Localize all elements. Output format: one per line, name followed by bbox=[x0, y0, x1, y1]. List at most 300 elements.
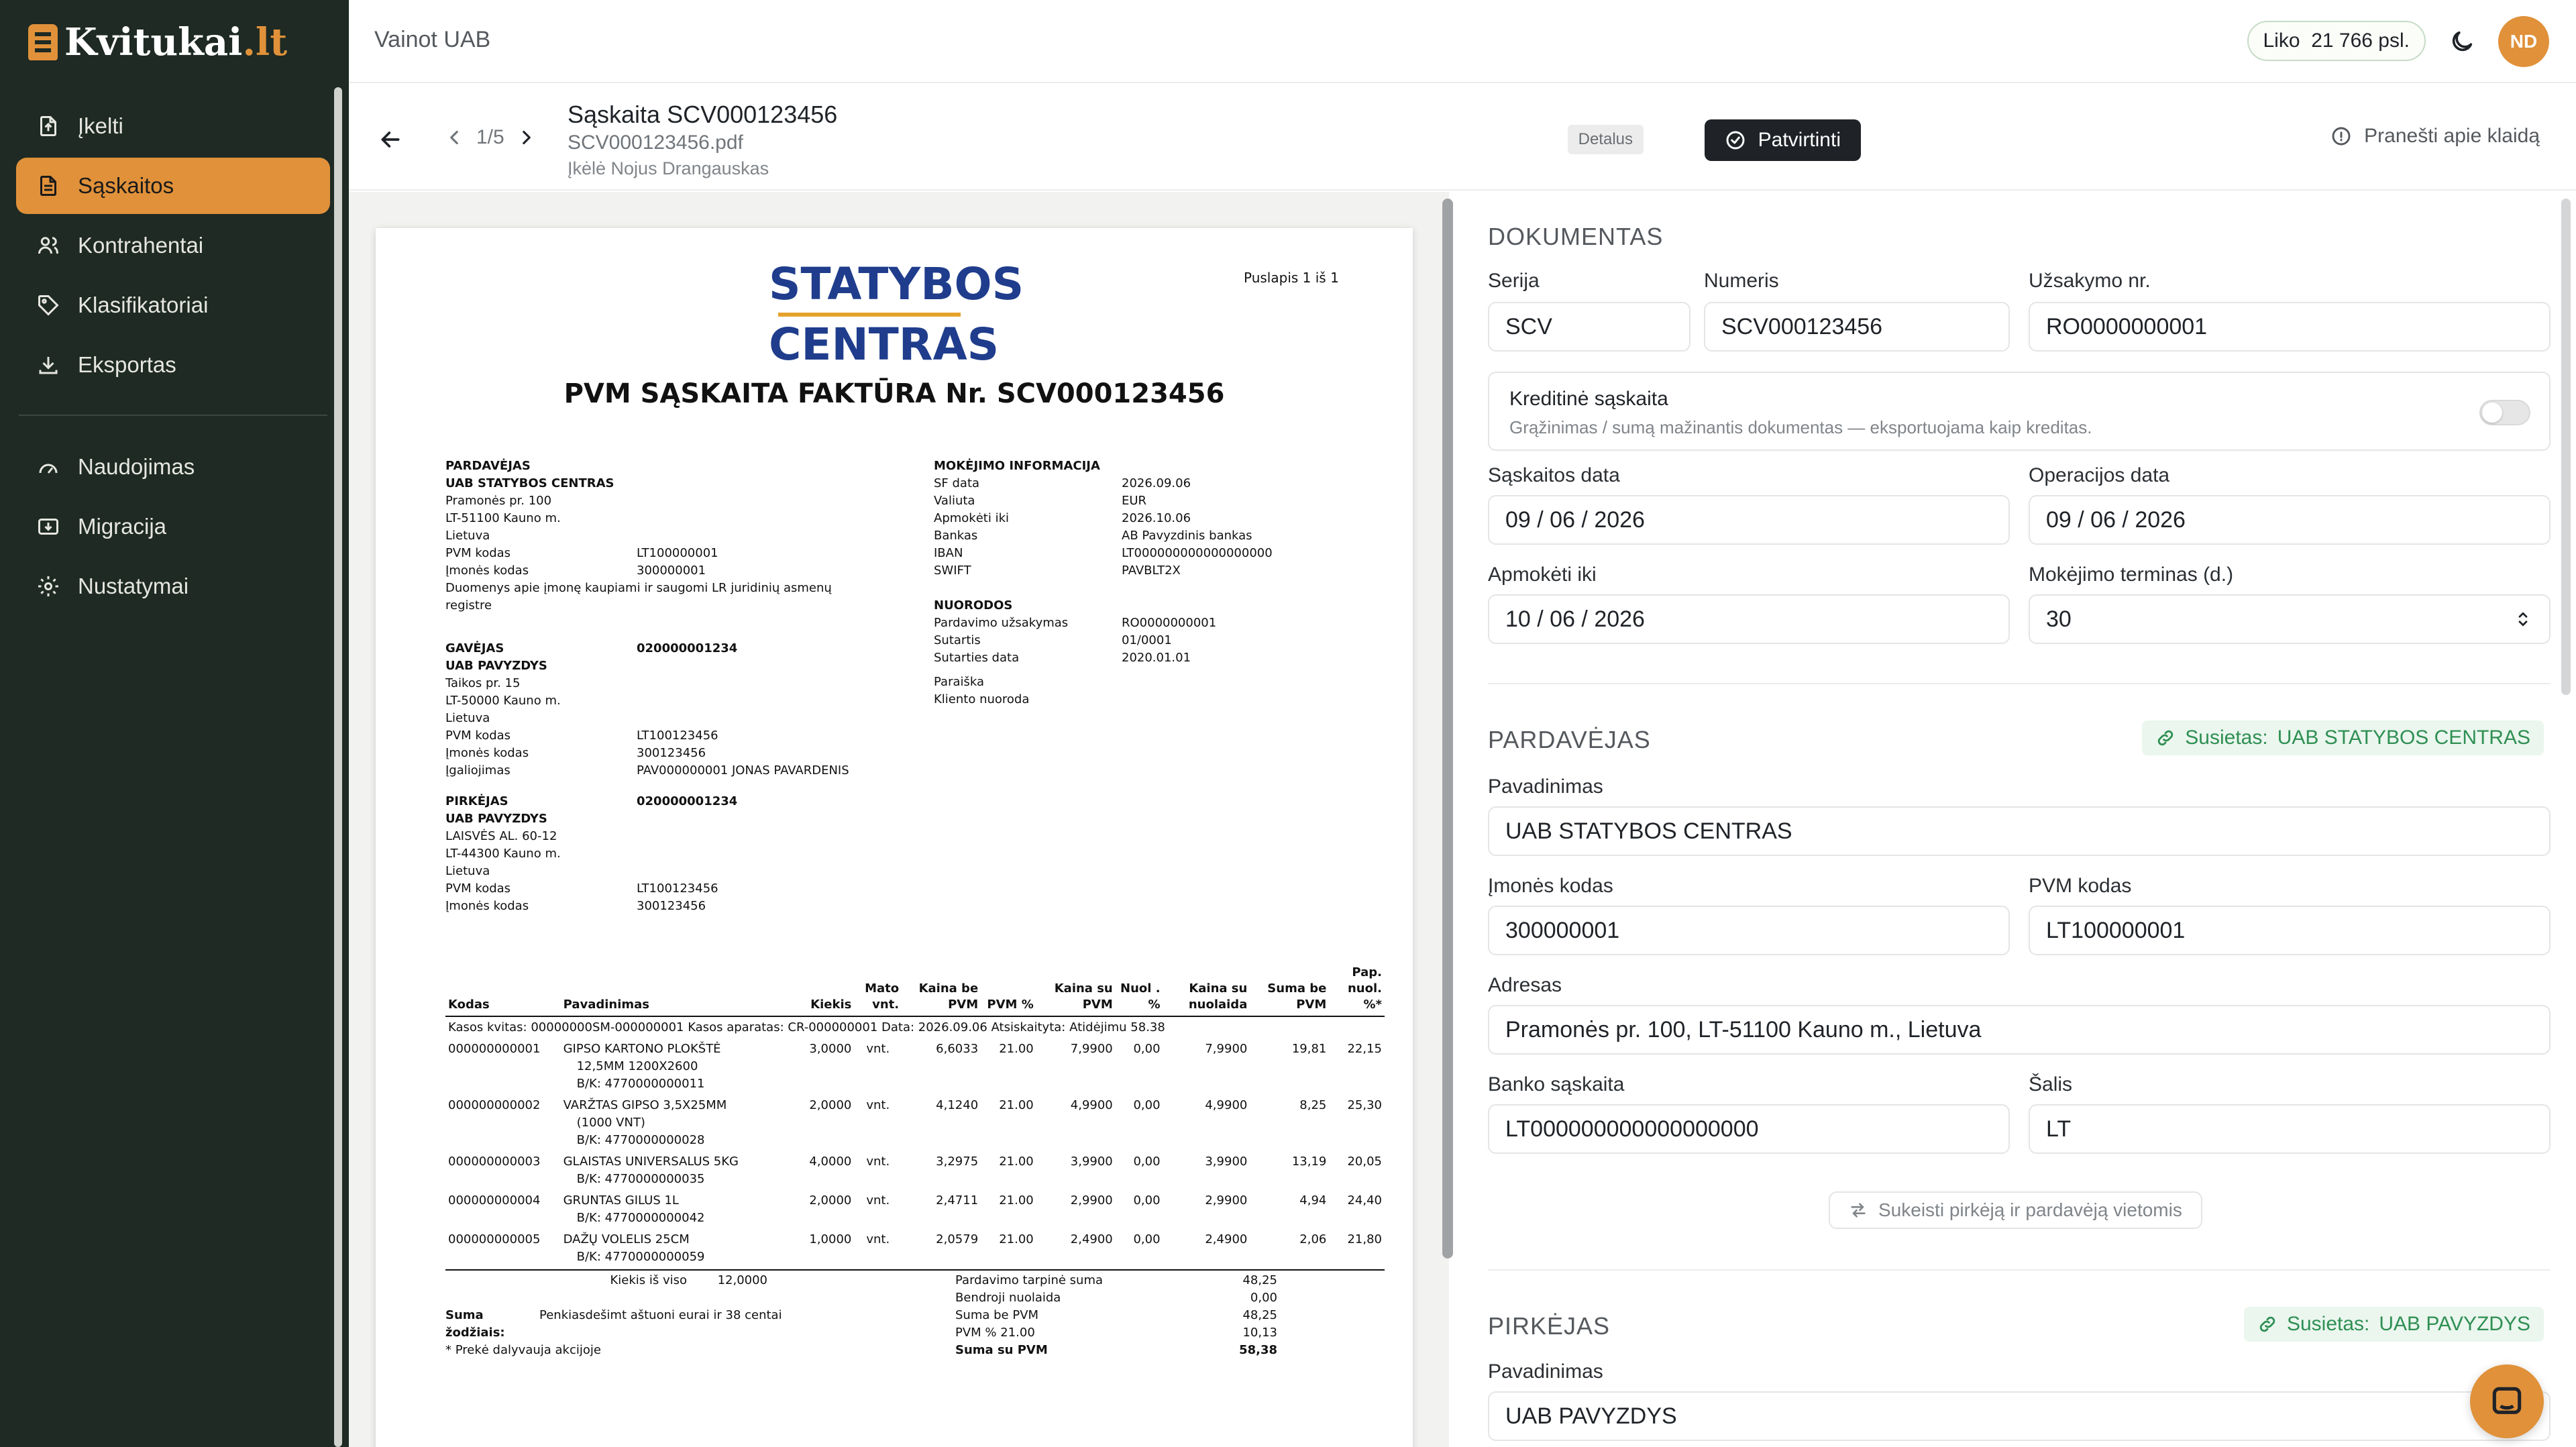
detail-badge: Detalus bbox=[1568, 125, 1644, 154]
invoice-date-input[interactable]: 09 / 06 / 2026 bbox=[1488, 495, 2010, 545]
receipt-logo-icon bbox=[28, 24, 58, 60]
table-row bbox=[445, 1095, 1385, 1151]
table-row bbox=[445, 1038, 1385, 1095]
table-row bbox=[445, 1151, 1385, 1190]
receiver-number: 020000001234 bbox=[637, 641, 738, 655]
item-name bbox=[561, 1151, 798, 1190]
words-value: Penkiasdešimt aštuoni eurai ir 38 centai bbox=[539, 1308, 782, 1322]
item-name-line: GLAISTAS UNIVERSALUS 5KG bbox=[563, 1155, 739, 1169]
promo-note: * Prekė dalyvauja akcijoje bbox=[445, 1343, 601, 1357]
buyer-vat: LT100123456 bbox=[637, 881, 718, 896]
payment-term-label: Mokėjimo terminas (d.) bbox=[2029, 564, 2234, 586]
items-header-cell: Kiekis bbox=[798, 963, 855, 1016]
items-header-cell: Mato vnt. bbox=[854, 963, 902, 1016]
sidebar-item-label: Įkelti bbox=[78, 113, 123, 138]
seller-note-2: registre bbox=[445, 598, 492, 612]
totals-right bbox=[955, 1272, 1304, 1359]
seller-bank-input[interactable]: LT000000000000000000 bbox=[1488, 1104, 2010, 1154]
seller-city: LT-51100 Kauno m. bbox=[445, 511, 561, 525]
sidebar-item-label: Nustatymai bbox=[78, 574, 189, 598]
table-row bbox=[445, 1229, 1385, 1268]
confirm-button[interactable] bbox=[1705, 119, 1861, 161]
item-vat: 21.00 bbox=[999, 1098, 1034, 1112]
sidebar-item-upload[interactable] bbox=[16, 98, 330, 154]
link-icon bbox=[2155, 728, 2176, 748]
users-icon bbox=[36, 233, 60, 258]
item-price: 2,0579 bbox=[936, 1232, 979, 1246]
receiver-vat: LT100123456 bbox=[637, 729, 718, 743]
seller-code-label: Įmonės kodas bbox=[445, 564, 529, 578]
receiver-city: LT-50000 Kauno m. bbox=[445, 694, 561, 708]
item-name-line: VARŽTAS GIPSO 3,5X25MM bbox=[563, 1098, 727, 1112]
item-extra-discount: 24,40 bbox=[1347, 1193, 1382, 1208]
ref-row bbox=[934, 632, 1377, 649]
seller-header: PARDAVĖJAS bbox=[445, 459, 531, 473]
totals-row bbox=[955, 1324, 1304, 1342]
avatar[interactable]: ND bbox=[2498, 16, 2549, 67]
items-header-cell: Kaina su PVM bbox=[1036, 963, 1116, 1016]
invoice-title: PVM SĄSKAITA FAKTŪRA Nr. SCV000123456 bbox=[564, 378, 1225, 409]
section-divider bbox=[1488, 683, 2551, 684]
pdf-viewer[interactable] bbox=[349, 192, 1449, 1447]
sidebar-item-label: Klasifikatoriai bbox=[78, 292, 209, 317]
seller-street: Pramonės pr. 100 bbox=[445, 494, 552, 508]
item-code: 000000000001 bbox=[448, 1042, 541, 1056]
item-sum: 8,25 bbox=[1299, 1098, 1327, 1112]
sidebar-item-contractors[interactable] bbox=[16, 217, 330, 274]
totals-value: 48,25 bbox=[1242, 1308, 1277, 1322]
item-barcode: B/K: 4770000000035 bbox=[576, 1172, 705, 1186]
section-divider bbox=[1488, 1269, 2551, 1271]
credit-note-subtitle: Grąžinimas / sumą mažinantis dokumentas — eksportuojama kaip kreditas. bbox=[1509, 417, 2092, 437]
receiver-code: 300123456 bbox=[637, 746, 706, 760]
document-title: Sąskaita SCV000123456 bbox=[568, 101, 838, 128]
items-header-cell: Nuol . % bbox=[1116, 963, 1163, 1016]
order-number-input[interactable]: RO0000000001 bbox=[2029, 302, 2551, 352]
seller-note: Duomenys apie įmonę kaupiami ir saugomi LR juridinių asmenų bbox=[445, 581, 832, 595]
items-header-cell: PVM % bbox=[981, 963, 1036, 1016]
buyer-country: Lietuva bbox=[445, 864, 490, 878]
pager bbox=[443, 126, 538, 149]
item-unit: vnt. bbox=[866, 1098, 890, 1112]
payment-key: Valiuta bbox=[934, 494, 975, 508]
item-sum: 4,94 bbox=[1299, 1193, 1327, 1208]
invoice-buyer-block bbox=[445, 793, 888, 915]
totals-key: Suma su PVM bbox=[955, 1343, 1048, 1357]
info-circle-icon bbox=[2330, 125, 2352, 147]
item-code: 000000000003 bbox=[448, 1155, 541, 1169]
item-name-line-2: (1000 VNT) bbox=[576, 1116, 645, 1130]
payment-rows bbox=[934, 475, 1377, 580]
totals-value: 48,25 bbox=[1242, 1273, 1277, 1287]
item-sum: 19,81 bbox=[1291, 1042, 1327, 1056]
seller-linked-badge[interactable] bbox=[2142, 720, 2544, 755]
total-qty-label: Kiekis iš viso bbox=[610, 1273, 687, 1287]
brand-line-1: STATYBOS bbox=[769, 258, 1024, 310]
ref-key: Pardavimo užsakymas bbox=[934, 616, 1069, 630]
item-qty: 4,0000 bbox=[809, 1155, 852, 1169]
cash-receipt-row bbox=[445, 1016, 1385, 1038]
report-error-button[interactable] bbox=[2330, 125, 2540, 148]
upload-icon bbox=[36, 114, 60, 138]
invoice-items-table bbox=[445, 963, 1385, 1268]
item-vat: 21.00 bbox=[999, 1193, 1034, 1208]
item-code: 000000000004 bbox=[448, 1193, 541, 1208]
item-vat: 21.00 bbox=[999, 1042, 1034, 1056]
refs-extra-1: Paraiška bbox=[934, 675, 985, 689]
ref-row bbox=[934, 649, 1377, 667]
sidebar-item-classifiers[interactable] bbox=[16, 277, 330, 333]
item-discount: 0,00 bbox=[1133, 1232, 1161, 1246]
sidebar-item-export[interactable] bbox=[16, 337, 330, 393]
items-header-cell: Kodas bbox=[445, 963, 561, 1016]
document-header bbox=[349, 83, 2576, 191]
payment-key: SF data bbox=[934, 476, 980, 490]
item-price-discounted: 3,9900 bbox=[1205, 1155, 1248, 1169]
back-button[interactable] bbox=[377, 126, 404, 153]
item-name bbox=[561, 1190, 798, 1229]
buyer-city: LT-44300 Kauno m. bbox=[445, 847, 561, 861]
seller-vat: LT100000001 bbox=[637, 546, 718, 560]
totals-left bbox=[445, 1272, 794, 1359]
sidebar-item-label: Sąskaitos bbox=[78, 173, 174, 198]
payment-row bbox=[934, 545, 1377, 562]
item-barcode: B/K: 4770000000042 bbox=[576, 1211, 705, 1225]
totals-row bbox=[955, 1307, 1304, 1324]
seller-name-input[interactable]: UAB STATYBOS CENTRAS bbox=[1488, 806, 2551, 856]
credit-note-title: Kreditinė sąskaita bbox=[1509, 388, 1668, 410]
item-code: 000000000005 bbox=[448, 1232, 541, 1246]
receiver-street: Taikos pr. 15 bbox=[445, 676, 521, 690]
chevron-right-icon[interactable] bbox=[515, 126, 538, 149]
ref-value: 01/0001 bbox=[1122, 633, 1172, 647]
item-name bbox=[561, 1095, 798, 1151]
sidebar-item-label: Migracija bbox=[78, 514, 167, 539]
receiver-code-label: Įmonės kodas bbox=[445, 746, 529, 760]
totals-row bbox=[955, 1342, 1304, 1359]
linked-label: Susietas: bbox=[2286, 1313, 2370, 1335]
totals-value: 58,38 bbox=[1239, 1343, 1277, 1357]
seller-address-input[interactable]: Pramonės pr. 100, LT-51100 Kauno m., Lietuva bbox=[1488, 1005, 2551, 1055]
item-code: 000000000002 bbox=[448, 1098, 541, 1112]
item-discount: 0,00 bbox=[1133, 1042, 1161, 1056]
item-price-discounted: 2,4900 bbox=[1205, 1232, 1248, 1246]
item-price: 2,4711 bbox=[936, 1193, 979, 1208]
item-price: 3,2975 bbox=[936, 1155, 979, 1169]
section-title-seller: PARDAVĖJAS bbox=[1488, 726, 1651, 753]
receiver-auth: PAV000000001 JONAS PAVARDENIS bbox=[637, 763, 849, 778]
totals-row bbox=[955, 1289, 1304, 1307]
tag-icon bbox=[36, 293, 60, 317]
sidebar-divider bbox=[19, 415, 327, 416]
order-number-label: Užsakymo nr. bbox=[2029, 270, 2151, 292]
items-body bbox=[445, 1016, 1385, 1268]
seller-code-label: Įmonės kodas bbox=[1488, 875, 1613, 897]
invoice-page bbox=[376, 228, 1413, 1447]
sidebar-item-label: Naudojimas bbox=[78, 454, 195, 479]
series-input[interactable]: SCV bbox=[1488, 302, 1690, 352]
item-unit: vnt. bbox=[866, 1193, 890, 1208]
items-header-cell: Suma be PVM bbox=[1250, 963, 1329, 1016]
sidebar-item-usage[interactable] bbox=[16, 439, 330, 495]
seller-code: 300000001 bbox=[637, 564, 706, 578]
form-scrollbar[interactable] bbox=[2561, 199, 2571, 695]
ref-key: Sutartis bbox=[934, 633, 981, 647]
seller-vat-label: PVM kodas bbox=[445, 546, 511, 560]
item-price-vat: 4,9900 bbox=[1070, 1098, 1113, 1112]
totals-rule bbox=[445, 1269, 1385, 1271]
pager-count: 1/5 bbox=[476, 126, 504, 148]
receiver-header: GAVĖJAS bbox=[445, 641, 504, 655]
item-unit: vnt. bbox=[866, 1232, 890, 1246]
credit-note-box bbox=[1488, 372, 2551, 451]
item-sum: 2,06 bbox=[1299, 1232, 1327, 1246]
item-discount: 0,00 bbox=[1133, 1155, 1161, 1169]
item-unit: vnt. bbox=[866, 1155, 890, 1169]
sidebar-item-migration[interactable] bbox=[16, 498, 330, 555]
item-price-vat: 7,9900 bbox=[1070, 1042, 1113, 1056]
item-barcode: B/K: 4770000000011 bbox=[576, 1077, 705, 1091]
ref-row bbox=[934, 614, 1377, 632]
invoice-brand-logo bbox=[769, 258, 1024, 372]
buyer-code: 300123456 bbox=[637, 899, 706, 913]
sidebar-scrollbar[interactable] bbox=[334, 87, 342, 1447]
payment-key: SWIFT bbox=[934, 564, 971, 578]
receiver-vat-label: PVM kodas bbox=[445, 729, 511, 743]
series-label: Serija bbox=[1488, 270, 1540, 292]
migrate-icon bbox=[36, 515, 60, 539]
seller-name: UAB STATYBOS CENTRAS bbox=[445, 476, 614, 490]
payment-value: LT000000000000000000 bbox=[1122, 546, 1273, 560]
check-circle-icon bbox=[1725, 129, 1746, 151]
brand-rule bbox=[778, 313, 961, 317]
totals-key: PVM % 21.00 bbox=[955, 1326, 1035, 1340]
item-name-line: DAŽŲ VOLELIS 25CM bbox=[563, 1232, 690, 1246]
refs-rows bbox=[934, 614, 1377, 667]
seller-bank-label: Banko sąskaita bbox=[1488, 1073, 1625, 1095]
payment-row bbox=[934, 492, 1377, 510]
quota-value: 21 766 psl. bbox=[2311, 30, 2410, 52]
item-name bbox=[561, 1038, 798, 1095]
invoice-payment-block bbox=[934, 458, 1377, 708]
buyer-name-input[interactable]: UAB PAVYZDYS bbox=[1488, 1391, 2551, 1441]
sidebar bbox=[0, 0, 349, 1447]
table-row bbox=[445, 1190, 1385, 1229]
item-barcode: B/K: 4770000000059 bbox=[576, 1250, 705, 1264]
item-qty: 3,0000 bbox=[809, 1042, 852, 1056]
item-name-line: GRUNTAS GILUS 1L bbox=[563, 1193, 679, 1208]
items-header-cell: Kaina be PVM bbox=[902, 963, 981, 1016]
payment-key: IBAN bbox=[934, 546, 963, 560]
items-header-cell: Kaina su nuolaida bbox=[1163, 963, 1250, 1016]
cash-receipt-text: Kasos kvitas: 00000000SM-000000001 Kasos aparatas: CR-000000001 Data: 2026.09.06 Atsiskaityta: Atidėjimu 58.38 bbox=[448, 1020, 1165, 1034]
app-logo[interactable] bbox=[28, 20, 287, 64]
payment-value: 2026.10.06 bbox=[1122, 511, 1191, 525]
document-uploader: Įkėlė Nojus Drangauskas bbox=[568, 158, 769, 178]
totals-value: 10,13 bbox=[1242, 1326, 1277, 1340]
item-price-discounted: 4,9900 bbox=[1205, 1098, 1248, 1112]
item-vat: 21.00 bbox=[999, 1155, 1034, 1169]
item-discount: 0,00 bbox=[1133, 1098, 1161, 1112]
viewer-scrollbar[interactable] bbox=[1442, 199, 1453, 1258]
linked-name: UAB PAVYZDYS bbox=[2379, 1313, 2530, 1335]
section-title-buyer: PIRKĖJAS bbox=[1488, 1312, 1611, 1340]
operation-date-input[interactable]: 09 / 06 / 2026 bbox=[2029, 495, 2551, 545]
item-qty: 2,0000 bbox=[809, 1193, 852, 1208]
chevron-left-icon[interactable] bbox=[443, 126, 466, 149]
item-name-line-2: 12,5MM 1200X2600 bbox=[576, 1059, 698, 1073]
invoice-form bbox=[1469, 192, 2556, 1447]
payment-value: 2026.09.06 bbox=[1122, 476, 1191, 490]
item-price: 4,1240 bbox=[936, 1098, 979, 1112]
receiver-country: Lietuva bbox=[445, 711, 490, 725]
sidebar-nav bbox=[16, 98, 330, 618]
item-price-vat: 2,9900 bbox=[1070, 1193, 1113, 1208]
operation-date-label: Operacijos data bbox=[2029, 464, 2170, 486]
item-extra-discount: 22,15 bbox=[1347, 1042, 1382, 1056]
arrow-left-icon bbox=[377, 126, 404, 153]
link-icon bbox=[2257, 1314, 2277, 1334]
seller-country-label: Šalis bbox=[2029, 1073, 2073, 1095]
seller-country-input[interactable]: LT bbox=[2029, 1104, 2551, 1154]
item-name bbox=[561, 1229, 798, 1268]
ref-value: 2020.01.01 bbox=[1122, 651, 1191, 665]
download-icon bbox=[36, 353, 60, 377]
item-price-vat: 2,4900 bbox=[1070, 1232, 1113, 1246]
refs-header: NUORODOS bbox=[934, 598, 1013, 612]
company-name[interactable]: Vainot UAB bbox=[374, 27, 491, 52]
seller-vat-label: PVM kodas bbox=[2029, 875, 2132, 897]
chat-support-button[interactable] bbox=[2470, 1364, 2544, 1438]
number-input[interactable]: SCV000123456 bbox=[1704, 302, 2010, 352]
payment-row bbox=[934, 475, 1377, 492]
item-sum: 13,19 bbox=[1291, 1155, 1327, 1169]
swap-label: Sukeisti pirkėją ir pardavėją vietomis bbox=[1878, 1199, 2182, 1220]
buyer-linked-badge[interactable] bbox=[2244, 1307, 2544, 1342]
ref-key: Sutarties data bbox=[934, 651, 1020, 665]
receiver-name: UAB PAVYZDYS bbox=[445, 659, 547, 673]
seller-name-label: Pavadinimas bbox=[1488, 775, 1603, 798]
linked-name: UAB STATYBOS CENTRAS bbox=[2277, 727, 2530, 749]
invoice-receiver-block bbox=[445, 640, 888, 780]
words-label: Suma žodžiais: bbox=[445, 1308, 505, 1340]
total-qty: 12,0000 bbox=[717, 1273, 767, 1287]
gauge-icon bbox=[36, 455, 60, 479]
gear-icon bbox=[36, 574, 60, 598]
item-qty: 1,0000 bbox=[809, 1232, 852, 1246]
receiver-auth-label: Įgaliojimas bbox=[445, 763, 511, 778]
item-price-vat: 3,9900 bbox=[1070, 1155, 1113, 1169]
item-name-line: GIPSO KARTONO PLOKŠTĖ bbox=[563, 1042, 721, 1056]
totals-key: Pardavimo tarpinė suma bbox=[955, 1273, 1104, 1287]
due-date-label: Apmokėti iki bbox=[1488, 564, 1597, 586]
invoice-page-number: Puslapis 1 iš 1 bbox=[1244, 270, 1339, 286]
payment-row bbox=[934, 562, 1377, 580]
payment-value: PAVBLT2X bbox=[1122, 564, 1181, 578]
document-icon bbox=[36, 174, 60, 198]
item-barcode: B/K: 4770000000028 bbox=[576, 1133, 705, 1147]
item-price: 6,6033 bbox=[936, 1042, 979, 1056]
topbar bbox=[349, 0, 2576, 83]
payment-term-stepper[interactable] bbox=[2029, 594, 2551, 644]
seller-vat-input[interactable]: LT100000001 bbox=[2029, 906, 2551, 955]
item-price-discounted: 7,9900 bbox=[1205, 1042, 1248, 1056]
swap-icon bbox=[1849, 1201, 1868, 1220]
buyer-header: PIRKĖJAS bbox=[445, 794, 508, 808]
theme-toggle-button[interactable] bbox=[2449, 28, 2475, 55]
item-extra-discount: 21,80 bbox=[1347, 1232, 1382, 1246]
item-price-discounted: 2,9900 bbox=[1205, 1193, 1248, 1208]
totals-key: Suma be PVM bbox=[955, 1308, 1039, 1322]
buyer-vat-label: PVM kodas bbox=[445, 881, 511, 896]
swap-buyer-seller-button[interactable] bbox=[1829, 1191, 2202, 1229]
items-header-cell: Pap. nuol. %* bbox=[1329, 963, 1385, 1016]
totals-key: Bendroji nuolaida bbox=[955, 1291, 1061, 1305]
due-date-input[interactable]: 10 / 06 / 2026 bbox=[1488, 594, 2010, 644]
buyer-code-label: Įmonės kodas bbox=[445, 899, 529, 913]
invoice-date-label: Sąskaitos data bbox=[1488, 464, 1620, 486]
sidebar-item-invoices[interactable] bbox=[16, 158, 330, 214]
ref-value: RO0000000001 bbox=[1122, 616, 1217, 630]
document-filename[interactable]: SCV000123456.pdf bbox=[568, 131, 743, 154]
payment-row bbox=[934, 527, 1377, 545]
seller-country: Lietuva bbox=[445, 529, 490, 543]
number-label: Numeris bbox=[1704, 270, 1779, 292]
item-vat: 21.00 bbox=[999, 1232, 1034, 1246]
sidebar-item-label: Kontrahentai bbox=[78, 233, 204, 258]
report-error-label: Pranešti apie klaidą bbox=[2364, 125, 2540, 147]
payment-value: AB Pavyzdinis bankas bbox=[1122, 529, 1252, 543]
items-header-cell: Pavadinimas bbox=[561, 963, 798, 1016]
item-qty: 2,0000 bbox=[809, 1098, 852, 1112]
buyer-name: UAB PAVYZDYS bbox=[445, 812, 547, 826]
payment-key: Bankas bbox=[934, 529, 978, 543]
brand-line-2: CENTRAS bbox=[769, 319, 1000, 370]
buyer-name-label: Pavadinimas bbox=[1488, 1360, 1603, 1383]
payment-row bbox=[934, 510, 1377, 527]
confirm-label: Patvirtinti bbox=[1758, 129, 1841, 151]
payment-value: EUR bbox=[1122, 494, 1147, 508]
moon-icon bbox=[2449, 28, 2475, 55]
refs-extra-2: Kliento nuoroda bbox=[934, 692, 1030, 706]
items-header-row bbox=[445, 963, 1385, 1016]
buyer-number: 020000001234 bbox=[637, 794, 738, 808]
sidebar-item-settings[interactable] bbox=[16, 558, 330, 614]
logo-text: Kvitukai bbox=[64, 20, 243, 64]
seller-address-label: Adresas bbox=[1488, 974, 1562, 996]
buyer-street: LAISVĖS AL. 60-12 bbox=[445, 829, 557, 843]
payment-key: Apmokėti iki bbox=[934, 511, 1009, 525]
linked-label: Susietas: bbox=[2185, 727, 2268, 749]
quota-label: Liko bbox=[2263, 30, 2300, 52]
seller-code-input[interactable]: 300000001 bbox=[1488, 906, 2010, 955]
payment-term-value: 30 bbox=[2046, 606, 2072, 632]
item-extra-discount: 20,05 bbox=[1347, 1155, 1382, 1169]
logo-tld: .lt bbox=[242, 20, 288, 64]
section-title-document: DOKUMENTAS bbox=[1488, 223, 1664, 250]
stepper-arrows-icon[interactable] bbox=[2513, 609, 2533, 629]
invoice-seller-block bbox=[445, 458, 888, 614]
totals-value: 0,00 bbox=[1250, 1291, 1277, 1305]
chat-icon bbox=[2488, 1383, 2526, 1420]
item-unit: vnt. bbox=[866, 1042, 890, 1056]
totals-row bbox=[955, 1272, 1304, 1289]
credit-note-toggle[interactable] bbox=[2479, 400, 2530, 425]
item-discount: 0,00 bbox=[1133, 1193, 1161, 1208]
quota-badge bbox=[2247, 21, 2426, 61]
sidebar-item-label: Eksportas bbox=[78, 352, 176, 377]
item-extra-discount: 25,30 bbox=[1347, 1098, 1382, 1112]
